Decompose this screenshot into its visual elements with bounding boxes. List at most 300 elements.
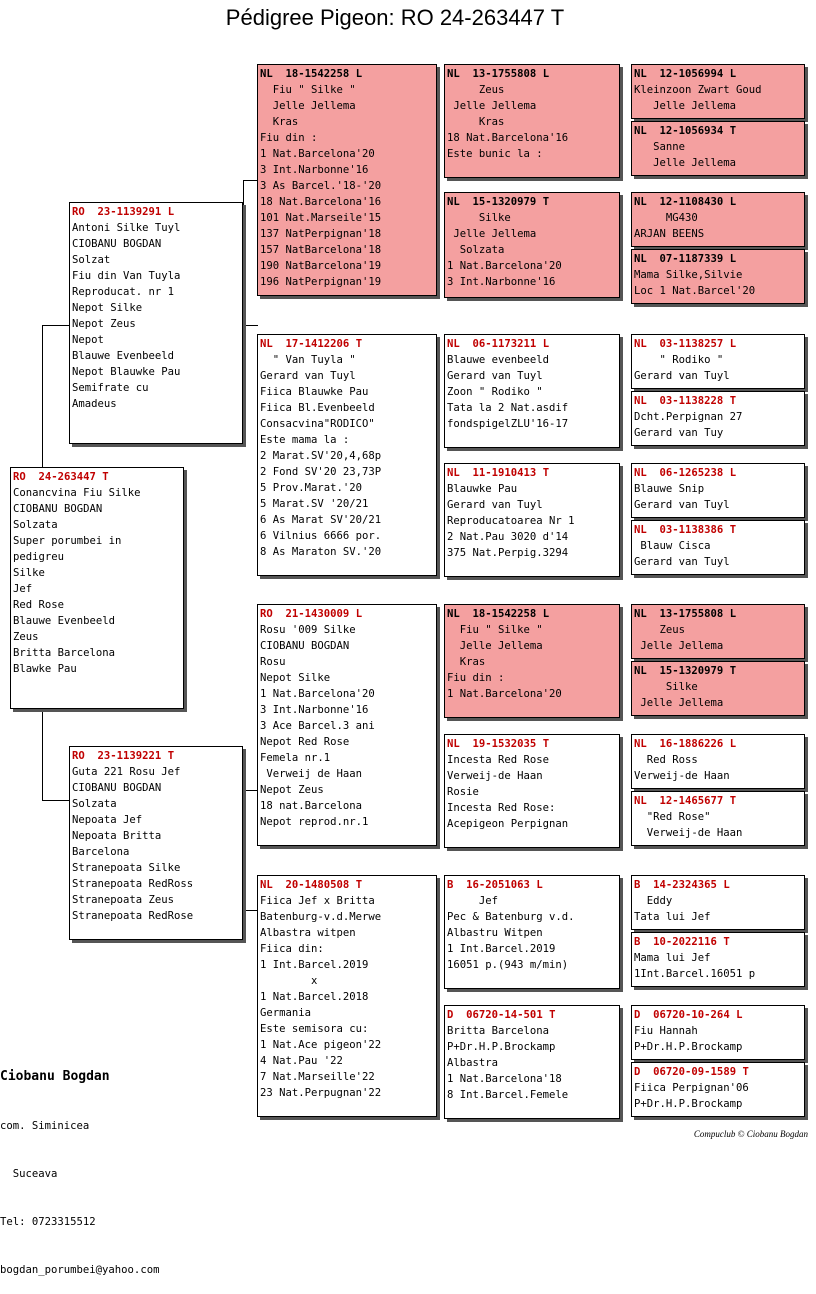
ring-number <box>634 66 802 82</box>
pedigree-line: Nepot Zeus <box>72 318 136 330</box>
pigeon-box-gen5 <box>631 463 805 518</box>
pedigree-line: Blauwe Evenbeeld <box>72 350 175 362</box>
pedigree-line: 3 Int.Narbonne'16 <box>260 164 369 176</box>
ring-code: 11-1910413 T <box>472 467 550 479</box>
pedigree-line: Blauwe Evenbeeld <box>13 615 116 627</box>
pedigree-line: 7 Nat.Marseille'22 <box>260 1071 375 1083</box>
ring-code: 14-2324365 L <box>653 879 730 891</box>
pigeon-box-gen5 <box>631 391 805 446</box>
pedigree-line: Nepot Zeus <box>260 784 324 796</box>
pigeon-box-gen5 <box>631 520 805 575</box>
pedigree-line: Jef <box>447 895 499 907</box>
country-code: NL <box>634 524 647 536</box>
pedigree-line: Silke <box>634 681 698 693</box>
pedigree-line: Fiu din : <box>260 132 318 144</box>
ring-number <box>634 606 802 622</box>
pedigree-line: Solzata <box>447 244 505 256</box>
pedigree-line: 2 Nat.Pau 3020 d'14 <box>447 531 569 543</box>
ring-number <box>447 336 617 352</box>
ring-code: 12-1056994 L <box>659 68 737 80</box>
country-code: NL <box>447 608 460 620</box>
pedigree-line: Fiu din : <box>447 672 505 684</box>
country-code: NL <box>447 738 460 750</box>
pedigree-line: Red Ross <box>634 754 698 766</box>
ring-number <box>634 663 802 679</box>
country-code: NL <box>634 608 647 620</box>
pedigree-line: Incesta Red Rose: <box>447 802 556 814</box>
pedigree-line: Verweij-de Haan <box>634 770 730 782</box>
pigeon-box-gen5 <box>631 1005 805 1060</box>
country-code: B <box>634 879 641 891</box>
pedigree-line: P+Dr.H.P.Brockamp <box>634 1041 743 1053</box>
pedigree-line: 3 As Barcel.'18-'20 <box>260 180 382 192</box>
pedigree-line: 5 Marat.SV '20/21 <box>260 498 369 510</box>
pedigree-line: Zeus <box>447 84 505 96</box>
pedigree-line: Mama Silke,Silvie <box>634 269 743 281</box>
pedigree-line: Jelle Jellema <box>447 228 537 240</box>
connector-line <box>243 790 244 910</box>
pedigree-line: Eddy <box>634 895 673 907</box>
pedigree-line: 1 Int.Barcel.2019 <box>260 959 369 971</box>
pedigree-line: Gerard van Tuy <box>634 427 724 439</box>
pedigree-line: Barcelona <box>72 846 130 858</box>
pedigree-line: Gerard van Tuyl <box>634 499 730 511</box>
pigeon-box-gen4 <box>444 1005 620 1119</box>
ring-code: 21-1430009 L <box>285 608 363 620</box>
pigeon-box-gen3 <box>257 875 437 1117</box>
pedigree-line: Verweij-de Haan <box>447 770 543 782</box>
pedigree-line: Fiica Bl.Evenbeeld <box>260 402 375 414</box>
pedigree-line: 8 As Maraton SV.'20 <box>260 546 382 558</box>
country-code: D <box>634 1066 641 1078</box>
country-code: NL <box>634 125 647 137</box>
connector-line <box>42 708 43 800</box>
ring-code: 16-1886226 L <box>659 738 737 750</box>
ring-number <box>260 877 434 893</box>
pigeon-box-gen4 <box>444 334 620 448</box>
pedigree-line: Nepot Red Rose <box>260 736 350 748</box>
pedigree-line: Blauw Cisca <box>634 540 711 552</box>
pedigree-line: Fiica Perpignan'06 <box>634 1082 749 1094</box>
pedigree-line: Nepot reprod.nr.1 <box>260 816 369 828</box>
pedigree-line: Dcht.Perpignan 27 <box>634 411 743 423</box>
pedigree-line: 1 Nat.Ace pigeon'22 <box>260 1039 382 1051</box>
pedigree-line: fondspigelZLU'16-17 <box>447 418 569 430</box>
pigeon-box-gen5 <box>631 192 805 247</box>
pigeon-box-gen4 <box>444 875 620 989</box>
connector-line <box>243 790 258 791</box>
pedigree-line: Este mama la : <box>260 434 350 446</box>
ring-number <box>634 336 802 352</box>
pedigree-line: Fiu " Silke " <box>260 84 356 96</box>
pedigree-line: 18 Nat.Barcelona'16 <box>260 196 382 208</box>
pedigree-line: Silke <box>447 212 511 224</box>
pigeon-box-gen5 <box>631 64 805 119</box>
ring-code: 13-1755808 L <box>659 608 737 620</box>
pedigree-line: Stranepoata Zeus <box>72 894 175 906</box>
country-code: NL <box>634 196 647 208</box>
pedigree-line: 5 Prov.Marat.'20 <box>260 482 363 494</box>
ring-number <box>634 1007 802 1023</box>
ring-number <box>447 877 617 893</box>
ring-code: 03-1138257 L <box>659 338 737 350</box>
pedigree-line: 16051 p.(943 m/min) <box>447 959 569 971</box>
connector-line <box>243 910 258 911</box>
country-code: NL <box>634 253 647 265</box>
pedigree-line: Semifrate cu <box>72 382 149 394</box>
ring-code: 20-1480508 T <box>285 879 363 891</box>
ring-number <box>634 194 802 210</box>
connector-line <box>243 180 258 181</box>
pedigree-line: 1 Nat.Barcelona'20 <box>447 688 562 700</box>
connector-line <box>42 325 70 326</box>
pedigree-line: Zeus <box>13 631 39 643</box>
pedigree-line: Este bunic la : <box>447 148 543 160</box>
pedigree-line: Fiu din Van Tuyla <box>72 270 181 282</box>
pedigree-line: Super porumbei in <box>13 535 122 547</box>
pedigree-line: Britta Barcelona <box>447 1025 550 1037</box>
ring-number <box>260 66 434 82</box>
pedigree-line: CIOBANU BOGDAN <box>72 782 162 794</box>
ring-number <box>634 793 802 809</box>
pedigree-line: Kleinzoon Zwart Goud <box>634 84 762 96</box>
pedigree-line: P+Dr.H.P.Brockamp <box>634 1098 743 1110</box>
pigeon-box-gen5 <box>631 932 805 987</box>
country-code: NL <box>447 338 460 350</box>
ring-number <box>72 204 240 220</box>
country-code: B <box>634 936 641 948</box>
ring-code: 12-1108430 L <box>659 196 737 208</box>
pedigree-line: Jelle Jellema <box>447 640 543 652</box>
pedigree-line: Silke <box>13 567 45 579</box>
pedigree-line: Fiica Jef x Britta <box>260 895 375 907</box>
pedigree-line: Gerard van Tuyl <box>260 370 356 382</box>
pedigree-line: P+Dr.H.P.Brockamp <box>447 1041 556 1053</box>
pedigree-line: 8 Int.Barcel.Femele <box>447 1089 569 1101</box>
country-code: D <box>634 1009 641 1021</box>
connector-line <box>42 325 43 470</box>
pedigree-line: 375 Nat.Perpig.3294 <box>447 547 569 559</box>
footer-credit: Compuclub © Ciobanu Bogdan <box>693 1129 808 1139</box>
connector-line <box>243 325 258 326</box>
pedigree-line: Red Rose <box>13 599 65 611</box>
pedigree-line: Fiu Hannah <box>634 1025 698 1037</box>
pedigree-line: 18 nat.Barcelona <box>260 800 363 812</box>
pedigree-line: Este semisora cu: <box>260 1023 369 1035</box>
pedigree-line: Zeus <box>634 624 686 636</box>
owner-email[interactable]: bogdan_porumbei@yahoo.com <box>0 1264 160 1276</box>
pedigree-line: Germania <box>260 1007 312 1019</box>
pigeon-box-gen4 <box>444 734 620 848</box>
ring-code: 24-263447 T <box>38 471 109 483</box>
pedigree-line: Reproducat. nr 1 <box>72 286 175 298</box>
pedigree-line: CIOBANU BOGDAN <box>260 640 350 652</box>
country-code: NL <box>634 395 647 407</box>
ring-code: 17-1412206 T <box>285 338 363 350</box>
ring-number <box>260 606 434 622</box>
pigeon-box-gen5 <box>631 661 805 716</box>
pedigree-line: 1 Nat.Barcel.2018 <box>260 991 369 1003</box>
pigeon-box-gen4 <box>444 64 620 178</box>
pedigree-line: ARJAN BEENS <box>634 228 705 240</box>
ring-number <box>634 251 802 267</box>
pedigree-line: Solzata <box>72 798 117 810</box>
pedigree-line: Conancvina Fiu Silke <box>13 487 141 499</box>
ring-number <box>447 465 617 481</box>
connector-line <box>243 180 244 325</box>
pedigree-line: Nepot Silke <box>72 302 143 314</box>
pedigree-line: Jef <box>13 583 33 595</box>
pedigree-line: Gerard van Tuyl <box>634 370 730 382</box>
ring-code: 03-1138228 T <box>659 395 737 407</box>
pedigree-line: Jelle Jellema <box>260 100 356 112</box>
pedigree-line: Incesta Red Rose <box>447 754 550 766</box>
ring-code: 16-2051063 L <box>466 879 543 891</box>
pedigree-line: Gerard van Tuyl <box>447 499 543 511</box>
pedigree-line: Solzat <box>72 254 111 266</box>
pedigree-line: MG430 <box>634 212 698 224</box>
pedigree-line: 137 NatPerpignan'18 <box>260 228 382 240</box>
pedigree-line: Blauwe Snip <box>634 483 705 495</box>
pedigree-line: Kras <box>447 656 486 668</box>
ring-code: 06720-14-501 T <box>466 1009 556 1021</box>
ring-number <box>634 934 802 950</box>
ring-code: 06720-10-264 L <box>653 1009 743 1021</box>
ring-code: 19-1532035 T <box>472 738 550 750</box>
pedigree-line: x <box>260 975 318 987</box>
pigeon-box-gen3 <box>257 64 437 296</box>
page-title: Pédigree Pigeon: RO 24-263447 T <box>225 5 565 30</box>
pedigree-line: Mama lui Jef <box>634 952 711 964</box>
pedigree-line: "Red Rose" <box>634 811 711 823</box>
ring-number <box>634 877 802 893</box>
pedigree-line: Reproducatoarea Nr 1 <box>447 515 575 527</box>
pedigree-line: Jelle Jellema <box>634 697 724 709</box>
pedigree-line: 6 As Marat SV'20/21 <box>260 514 382 526</box>
ring-number <box>634 123 802 139</box>
country-code: RO <box>260 608 273 620</box>
ring-code: 06-1265238 L <box>659 467 737 479</box>
ring-code: 15-1320979 T <box>659 665 737 677</box>
country-code: NL <box>447 68 460 80</box>
pedigree-line: " Van Tuyla " <box>260 354 356 366</box>
pedigree-line: Nepoata Britta <box>72 830 162 842</box>
pedigree-line: Fiica Blauwke Pau <box>260 386 369 398</box>
pedigree-line: Sanne <box>634 141 686 153</box>
pedigree-line: Rosu <box>260 656 286 668</box>
pedigree-line: Femela nr.1 <box>260 752 331 764</box>
ring-number <box>447 194 617 210</box>
pedigree-line: 1 Nat.Barcelona'20 <box>260 148 375 160</box>
ring-number <box>447 1007 617 1023</box>
country-code: B <box>447 879 454 891</box>
connector-line <box>42 800 70 801</box>
pedigree-line: Jelle Jellema <box>634 640 724 652</box>
country-code: RO <box>13 471 26 483</box>
pigeon-box-gen4 <box>444 463 620 577</box>
pedigree-line: Pec & Batenburg v.d. <box>447 911 575 923</box>
pedigree-line: 190 NatBarcelona'19 <box>260 260 382 272</box>
ring-code: 03-1138386 T <box>659 524 737 536</box>
pedigree-line: Consacvina"RODICO" <box>260 418 375 430</box>
pedigree-line: Loc 1 Nat.Barcel'20 <box>634 285 756 297</box>
pedigree-line: 6 Vilnius 6666 por. <box>260 530 382 542</box>
country-code: RO <box>72 206 85 218</box>
ring-code: 23-1139221 T <box>97 750 175 762</box>
pedigree-line: 2 Fond SV'20 23,73P <box>260 466 382 478</box>
pedigree-line: 101 Nat.Marseile'15 <box>260 212 382 224</box>
ring-number <box>634 522 802 538</box>
pedigree-line: 3 Ace Barcel.3 ani <box>260 720 375 732</box>
country-code: D <box>447 1009 454 1021</box>
pedigree-line: Guta 221 Rosu Jef <box>72 766 181 778</box>
pigeon-box-gen5 <box>631 121 805 176</box>
ring-code: 18-1542258 L <box>472 608 550 620</box>
pedigree-line: 196 NatPerpignan'19 <box>260 276 382 288</box>
ring-code: 13-1755808 L <box>472 68 550 80</box>
pedigree-line: Fiu " Silke " <box>447 624 543 636</box>
pedigree-line: 3 Int.Narbonne'16 <box>260 704 369 716</box>
pigeon-box-gen5 <box>631 875 805 930</box>
pedigree-line: Nepoata Jef <box>72 814 143 826</box>
pedigree-line: Antoni Silke Tuyl <box>72 222 181 234</box>
pedigree-line: Jelle Jellema <box>447 100 537 112</box>
ring-number <box>72 748 240 764</box>
pedigree-line: Albastra witpen <box>260 927 356 939</box>
ring-number <box>447 66 617 82</box>
country-code: NL <box>634 467 647 479</box>
country-code: NL <box>634 68 647 80</box>
ring-number <box>13 469 181 485</box>
pedigree-line: 1 Int.Barcel.2019 <box>447 943 556 955</box>
pigeon-box-gen5 <box>631 734 805 789</box>
country-code: NL <box>447 196 460 208</box>
ring-code: 12-1465677 T <box>659 795 737 807</box>
pedigree-line: 1 Nat.Barcelona'18 <box>447 1073 562 1085</box>
ring-code: 18-1542258 L <box>285 68 363 80</box>
ring-number <box>634 736 802 752</box>
pedigree-line: Kras <box>260 116 299 128</box>
ring-number <box>634 1064 802 1080</box>
owner-line: Suceava <box>0 1168 58 1180</box>
pedigree-line: 1Int.Barcel.16051 p <box>634 968 756 980</box>
pedigree-line: 4 Nat.Pau '22 <box>260 1055 343 1067</box>
pedigree-line: Amadeus <box>72 398 117 410</box>
pigeon-box-subject <box>10 467 184 709</box>
ring-number <box>634 465 802 481</box>
pigeon-box-gen4 <box>444 192 620 298</box>
ring-code: 23-1139291 L <box>97 206 175 218</box>
owner-name: Ciobanu Bogdan <box>0 1069 110 1084</box>
pigeon-box-gen5 <box>631 334 805 389</box>
owner-line: com. Siminicea <box>0 1120 90 1132</box>
pedigree-line: Verweij-de Haan <box>634 827 743 839</box>
country-code: NL <box>634 338 647 350</box>
pigeon-box-sire <box>69 202 243 444</box>
pedigree-line: Rosie <box>447 786 479 798</box>
pedigree-line: 3 Int.Narbonne'16 <box>447 276 556 288</box>
pedigree-line: Gerard van Tuyl <box>447 370 543 382</box>
pedigree-line: pedigreu <box>13 551 65 563</box>
pedigree-line: 1 Nat.Barcelona'20 <box>260 688 375 700</box>
pigeon-box-gen5 <box>631 1062 805 1117</box>
country-code: NL <box>260 68 273 80</box>
pedigree-line: 1 Nat.Barcelona'20 <box>447 260 562 272</box>
pedigree-line: Albastra <box>447 1057 499 1069</box>
pedigree-line: " Rodiko " <box>634 354 724 366</box>
pedigree-line: Albastru Witpen <box>447 927 543 939</box>
country-code: NL <box>260 338 273 350</box>
country-code: NL <box>634 738 647 750</box>
country-code: NL <box>634 795 647 807</box>
pedigree-line: CIOBANU BOGDAN <box>13 503 103 515</box>
pedigree-line: Nepot Blauwke Pau <box>72 366 181 378</box>
pedigree-line: Stranepoata Silke <box>72 862 181 874</box>
owner-info <box>0 1036 159 1294</box>
pedigree-line: Jelle Jellema <box>634 157 737 169</box>
pedigree-line: 23 Nat.Perpugnan'22 <box>260 1087 382 1099</box>
country-code: NL <box>447 467 460 479</box>
pedigree-line: Britta Barcelona <box>13 647 116 659</box>
ring-number <box>447 736 617 752</box>
pedigree-line: Stranepoata RedRoss <box>72 878 194 890</box>
pedigree-line: Blauwe evenbeeld <box>447 354 550 366</box>
pigeon-box-gen5 <box>631 604 805 659</box>
pedigree-line: Fiica din: <box>260 943 324 955</box>
country-code: RO <box>72 750 85 762</box>
pigeon-box-gen3 <box>257 604 437 846</box>
pedigree-line: Tata la 2 Nat.asdif <box>447 402 569 414</box>
ring-code: 15-1320979 T <box>472 196 550 208</box>
pedigree-line: Jelle Jellema <box>634 100 737 112</box>
pedigree-line: 157 NatBarcelona'18 <box>260 244 382 256</box>
pedigree-line: Tata lui Jef <box>634 911 711 923</box>
pigeon-box-dam <box>69 746 243 940</box>
pedigree-line: Zoon " Rodiko " <box>447 386 543 398</box>
pedigree-line: Nepot <box>72 334 104 346</box>
ring-code: 12-1056934 T <box>659 125 737 137</box>
ring-number <box>447 606 617 622</box>
owner-line: Tel: 0723315512 <box>0 1216 96 1228</box>
pigeon-box-gen3 <box>257 334 437 576</box>
pedigree-line: Stranepoata RedRose <box>72 910 194 922</box>
country-code: NL <box>260 879 273 891</box>
ring-code: 07-1187339 L <box>659 253 737 265</box>
country-code: NL <box>634 665 647 677</box>
pedigree-line: 18 Nat.Barcelona'16 <box>447 132 569 144</box>
ring-number <box>260 336 434 352</box>
ring-code: 06-1173211 L <box>472 338 550 350</box>
pedigree-line: Verweij de Haan <box>260 768 363 780</box>
pedigree-line: Kras <box>447 116 505 128</box>
pedigree-line: Nepot Silke <box>260 672 331 684</box>
pigeon-box-gen5 <box>631 791 805 846</box>
pedigree-line: Blauwke Pau <box>447 483 518 495</box>
pigeon-box-gen4 <box>444 604 620 718</box>
pedigree-line: Gerard van Tuyl <box>634 556 730 568</box>
ring-code: 06720-09-1589 T <box>653 1066 749 1078</box>
pigeon-box-gen5 <box>631 249 805 304</box>
ring-code: 10-2022116 T <box>653 936 730 948</box>
pedigree-line: Acepigeon Perpignan <box>447 818 569 830</box>
pedigree-line: Rosu '009 Silke <box>260 624 356 636</box>
pedigree-line: Batenburg-v.d.Merwe <box>260 911 382 923</box>
pedigree-line: Solzata <box>13 519 58 531</box>
pedigree-line: Blawke Pau <box>13 663 77 675</box>
ring-number <box>634 393 802 409</box>
pedigree-line: 2 Marat.SV'20,4,68p <box>260 450 382 462</box>
pedigree-line: CIOBANU BOGDAN <box>72 238 162 250</box>
